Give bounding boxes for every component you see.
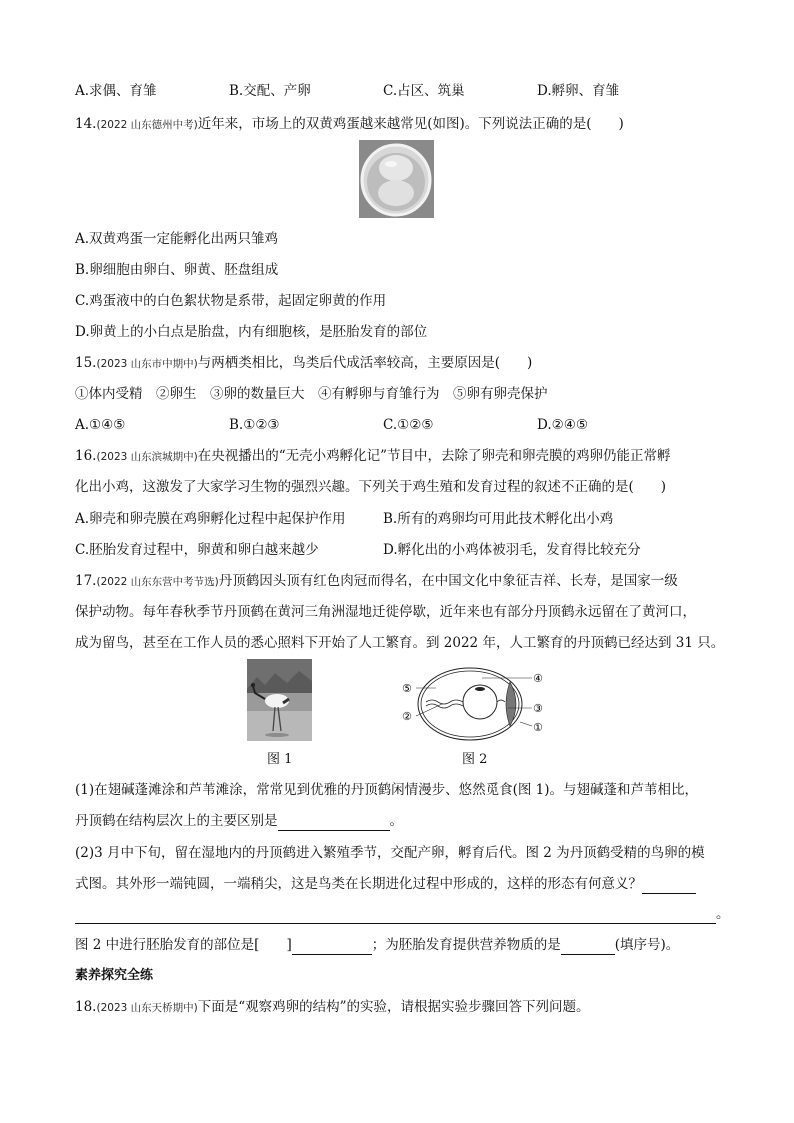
q14-stem — [75, 114, 624, 135]
egg-label-5: ⑤ — [402, 682, 412, 695]
q17-sub1-end: 。 — [389, 813, 403, 829]
q17-sub2-blank-d[interactable] — [561, 940, 615, 955]
q17-stem-line1 — [75, 571, 678, 592]
q13-option-d: D.孵卵、育雏 — [537, 83, 620, 99]
q17-sub2-blank-b[interactable] — [75, 909, 716, 924]
q17-sub1-blank[interactable] — [278, 816, 390, 831]
q17-sub2-line4-a: 图 2 中进行胚胎发育的部位是[ ] — [75, 937, 292, 953]
q15-option-a: A.①④⑤ — [75, 417, 126, 433]
q14-number: 14. — [75, 116, 97, 132]
q17-sub2-end: 。 — [716, 906, 730, 922]
egg-label-2: ② — [402, 710, 412, 723]
q16-option-c: C.胚胎发育过程中，卵黄和卵白越来越少 — [75, 542, 319, 558]
fig1-caption: 图 1 — [267, 752, 293, 767]
q17-sub2-line2 — [75, 874, 696, 894]
q17-sub2-text: 式图。其外形一端钝圆，一端稍尖，这是鸟类在长期进化过程中形成的，这样的形态有何意义？ — [75, 876, 642, 892]
q15-items: ①体内受精 ②卵生 ③卵的数量巨大 ④有孵卵与育雏行为 ⑤卵有卵壳保护 — [75, 386, 548, 402]
q16-stem-line1 — [75, 446, 671, 467]
q16-stem-line2: 化出小鸡，这激发了大家学习生物的强烈兴趣。下列关于鸡生殖和发育过程的叙述不正确的是( ) — [75, 479, 667, 495]
q17-sub2-line4-b: ；为胚胎发育提供营养物质的是 — [371, 937, 561, 953]
q16-option-a: A.卵壳和卵壳膜在鸡卵孵化过程中起保护作用 — [75, 511, 346, 527]
q16-option-d: D.孵化出的小鸡体被羽毛，发育得比较充分 — [383, 542, 641, 558]
section-title: 素养探究全练 — [75, 968, 154, 983]
q14-option-a: A.双黄鸡蛋一定能孵化出两只雏鸡 — [75, 231, 279, 247]
q15-option-c: C.①②⑤ — [383, 417, 434, 433]
q17-stem-line2: 保护动物。每年春秋季节丹顶鹤在黄河三角洲湿地迁徙停歇，近年来也有部分丹顶鹤永远留在了黄河口， — [75, 604, 696, 620]
q17-sub2-line3 — [75, 904, 730, 924]
q17-sub2-blank-a[interactable] — [642, 879, 696, 894]
q15-stem — [75, 353, 532, 374]
q13-option-c: C.占区、筑巢 — [383, 83, 465, 99]
q14-option-c: C.鸡蛋液中的白色絮状物是系带，起固定卵黄的作用 — [75, 293, 387, 309]
q17-sub2-line4-c: (填序号)。 — [614, 937, 680, 953]
q16-option-b: B.所有的鸡卵均可用此技术孵化出小鸡 — [383, 511, 614, 527]
q17-sub2-line4 — [75, 935, 679, 955]
q17-stem-line3: 成为留鸟，甚至在工作人员的悉心照料下开始了人工繁育。到 2022 年，人工繁育的丹顶鹤已经达到 31 只。 — [75, 635, 725, 651]
double-yolk-egg-photo — [359, 140, 434, 218]
q18-number: 18. — [75, 999, 97, 1015]
q17-number: 17. — [75, 573, 97, 589]
q17-sub2-line1: (2)3 月中下旬，留在湿地内的丹顶鹤进入繁殖季节，交配产卵，孵育后代。图 2 为丹顶鹤受精的鸟卵的模 — [75, 845, 705, 861]
q18-source: (2023 山东天桥期中) — [96, 1002, 198, 1014]
q15-option-b: B.①②③ — [229, 417, 280, 433]
q15-option-d: D.②④⑤ — [537, 417, 588, 433]
q16-source: (2023 山东滨城期中) — [96, 451, 198, 463]
q18-stem — [75, 997, 590, 1018]
q17-sub1-text: 丹顶鹤在结构层次上的主要区别是 — [75, 813, 278, 829]
crane-photo — [247, 659, 312, 741]
q17-sub2-blank-c[interactable] — [292, 940, 372, 955]
q17-source: (2022 山东东营中考节选) — [96, 576, 219, 588]
q15-stem-text: 与两栖类相比，鸟类后代成活率较高，主要原因是( ) — [197, 355, 533, 371]
egg-label-3: ③ — [533, 702, 543, 715]
q14-source: (2022 山东德州中考) — [96, 119, 198, 131]
egg-label-1: ① — [533, 721, 543, 734]
q16-stem-text: 在央视播出的“无壳小鸡孵化记”节目中，去除了卵壳和卵壳膜的鸡卵仍能正常孵 — [197, 448, 671, 464]
egg-label-4: ④ — [533, 672, 543, 685]
q13-option-a: A.求偶、育雏 — [75, 83, 157, 99]
q16-number: 16. — [75, 448, 97, 464]
q17-sub1-line2 — [75, 811, 403, 831]
q17-sub1-line1: (1)在翅碱蓬滩涂和芦苇滩涂，常常见到优雅的丹顶鹤闲情漫步、悠然觅食(图 1)。与翅碱蓬和芦苇相比， — [75, 782, 699, 798]
q14-stem-text: 近年来，市场上的双黄鸡蛋越来越常见(如图)。下列说法正确的是( ) — [197, 116, 624, 132]
q17-stem-text: 丹顶鹤因头顶有红色肉冠而得名，在中国文化中象征吉祥、长寿，是国家一级 — [218, 573, 678, 589]
q15-number: 15. — [75, 355, 97, 371]
q13-option-b: B.交配、产卵 — [229, 83, 311, 99]
egg-structure-diagram — [398, 664, 548, 744]
q14-option-d: D.卵黄上的小白点是胎盘，内有细胞核，是胚胎发育的部位 — [75, 324, 428, 340]
fig2-caption: 图 2 — [462, 752, 488, 767]
q14-option-b: B.卵细胞由卵白、卵黄、胚盘组成 — [75, 262, 279, 278]
q18-stem-text: 下面是“观察鸡卵的结构”的实验，请根据实验步骤回答下列问题。 — [197, 999, 590, 1015]
q15-source: (2023 山东市中期中) — [96, 358, 198, 370]
